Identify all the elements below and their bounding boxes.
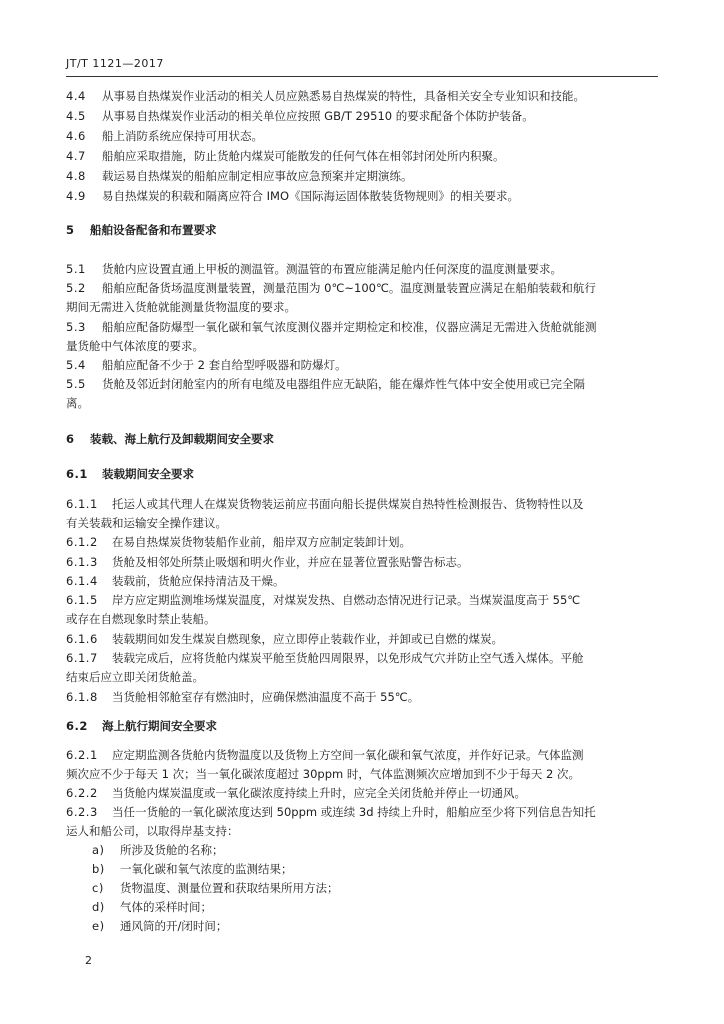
subsection-6-1-heading — [66, 467, 194, 481]
subsection-title: 海上航行期间安全要求 — [102, 719, 217, 733]
list-item-a — [92, 843, 224, 857]
clause-6-1-8 — [66, 690, 419, 704]
clause-4-4 — [66, 89, 585, 103]
clause-text: 当货舱内煤炭温度或一氧化碳浓度持续上升时，应完全关闭货舱并停止一切通风。 — [112, 786, 526, 800]
subsection-6-2-heading — [66, 719, 217, 733]
clause-text: 从事易自热煤炭作业活动的相关单位应按照 GB/T 29510 的要求配备个体防护装备。 — [102, 109, 534, 123]
clause-6-1-7-continuation: 结束后应立即关闭货舱盖。 — [66, 670, 204, 684]
section-title: 装载、海上航行及卸载期间安全要求 — [90, 432, 274, 446]
clause-6-2-1-continuation: 频次应不少于每天 1 次；当一氧化碳浓度超过 30ppm 时，气体监测频次应增加到不少于每天 2 次。 — [66, 767, 580, 781]
document-code: JT/T 1121—2017 — [66, 57, 164, 70]
clause-text: 当任一货舱的一氧化碳浓度达到 50ppm 或连续 3d 持续上升时，船舶应至少将下列信息告知托 — [112, 805, 596, 819]
section-5-heading — [66, 223, 217, 237]
clause-number: 4.7 — [66, 149, 86, 163]
clause-text: 岸方应定期监测堆场煤炭温度，对煤炭发热、自燃动态情况进行记录。当煤炭温度高于 55℃ — [112, 593, 581, 607]
clause-6-2-2 — [66, 786, 526, 800]
subsection-number: 6.1 — [66, 467, 88, 481]
list-label: d) — [92, 900, 105, 914]
clause-6-2-1 — [66, 748, 584, 762]
clause-text: 当货舱相邻舱室存有燃油时，应确保燃油温度不高于 55℃。 — [112, 690, 420, 704]
clause-text: 载运易自热煤炭的船舶应制定相应事故应急预案并定期演练。 — [102, 169, 413, 183]
clause-5-4 — [66, 358, 347, 372]
list-text: 气体的采样时间； — [120, 900, 212, 914]
clause-number: 5.2 — [66, 281, 86, 295]
clause-number: 6.1.5 — [66, 593, 98, 607]
list-label: b) — [92, 862, 105, 876]
clause-number: 5.1 — [66, 262, 86, 276]
clause-text: 船上消防系统应保持可用状态。 — [102, 129, 263, 143]
clause-5-2 — [66, 281, 596, 295]
list-label: a) — [92, 843, 105, 857]
clause-number: 6.1.6 — [66, 632, 98, 646]
clause-4-7 — [66, 149, 505, 163]
clause-text: 托运人或其代理人在煤炭货物装运前应书面向船长提供煤炭自热特性检测报告、货物特性以及 — [112, 497, 584, 511]
clause-5-3-continuation: 量货舱中气体浓度的要求。 — [66, 339, 204, 353]
clause-text: 在易自热煤炭货物装船作业前，船岸双方应制定装卸计划。 — [112, 535, 411, 549]
clause-6-1-5 — [66, 593, 580, 607]
list-label: c) — [92, 881, 104, 895]
clause-number: 6.2.2 — [66, 786, 98, 800]
clause-6-1-5-continuation: 或存在自燃现象时禁止装船。 — [66, 612, 216, 626]
list-text: 货物温度、测量位置和获取结果所用方法； — [120, 881, 339, 895]
clause-number: 5.4 — [66, 358, 86, 372]
section-number: 5 — [66, 223, 75, 237]
section-number: 6 — [66, 432, 75, 446]
clause-number: 5.5 — [66, 377, 86, 391]
clause-number: 6.1.2 — [66, 535, 98, 549]
clause-text: 装载期间如发生煤炭自燃现象，应立即停止装载作业，并卸或已自燃的煤炭。 — [112, 632, 503, 646]
clause-6-1-7 — [66, 651, 584, 665]
clause-number: 6.2.3 — [66, 805, 98, 819]
clause-5-2-continuation: 期间无需进入货舱就能测量货物温度的要求。 — [66, 300, 296, 314]
list-text: 所涉及货舱的名称； — [120, 843, 224, 857]
clause-number: 6.1.1 — [66, 497, 98, 511]
clause-text: 应定期监测各货舱内货物温度以及货物上方空间一氧化碳和氧气浓度，并作好记录。气体监测 — [112, 748, 584, 762]
clause-number: 6.1.7 — [66, 651, 98, 665]
list-text: 一氧化碳和氧气浓度的监测结果； — [120, 862, 293, 876]
clause-6-2-3-continuation: 运人和船公司，以取得岸基支持： — [66, 824, 239, 838]
clause-6-1-4 — [66, 574, 285, 588]
clause-4-6 — [66, 129, 263, 143]
clause-number: 4.4 — [66, 89, 86, 103]
clause-5-5 — [66, 377, 585, 391]
clause-6-1-2 — [66, 535, 411, 549]
clause-number: 6.1.4 — [66, 574, 98, 588]
clause-number: 6.2.1 — [66, 748, 98, 762]
list-text: 通风筒的开/闭时间； — [120, 919, 228, 933]
clause-5-1 — [66, 262, 562, 276]
header-rule — [66, 76, 658, 77]
clause-number: 4.5 — [66, 109, 86, 123]
clause-text: 货舱及邻近封闭舱室内的所有电缆及电器组件应无缺陷，能在爆炸性气体中安全使用或已完全隔 — [102, 377, 585, 391]
clause-4-8 — [66, 169, 413, 183]
section-title: 船舶设备配备和布置要求 — [90, 223, 217, 237]
clause-text: 装载前，货舱应保持清洁及干燥。 — [112, 574, 285, 588]
clause-number: 4.6 — [66, 129, 86, 143]
subsection-number: 6.2 — [66, 719, 88, 733]
clause-number: 6.1.8 — [66, 690, 98, 704]
clause-4-9 — [66, 189, 519, 203]
list-item-b — [92, 862, 293, 876]
list-label: e) — [92, 919, 105, 933]
page-number: 2 — [85, 954, 92, 967]
clause-text: 货舱内应设置直通上甲板的测温管。测温管的布置应能满足舱内任何深度的温度测量要求。 — [102, 262, 562, 276]
clause-text: 船舶应配备防爆型一氧化碳和氧气浓度测仪器并定期检定和校准，仪器应满足无需进入货舱就能测 — [102, 320, 597, 334]
clause-text: 货舱及相邻处所禁止吸烟和明火作业，并应在显著位置张贴警告标志。 — [112, 555, 469, 569]
list-item-e — [92, 919, 227, 933]
clause-text: 易自热煤炭的积载和隔离应符合 IMO《国际海运固体散装货物规则》的相关要求。 — [102, 189, 520, 203]
clause-text: 装载完成后，应将货舱内煤炭平舱至货舱四周限界，以免形成气穴并防止空气透入煤体。平舱 — [112, 651, 584, 665]
list-item-c — [92, 881, 339, 895]
clause-number: 4.9 — [66, 189, 86, 203]
clause-text: 船舶应采取措施，防止货舱内煤炭可能散发的任何气体在相邻封闭处所内积聚。 — [102, 149, 505, 163]
subsection-title: 装载期间安全要求 — [102, 467, 194, 481]
clause-text: 船舶应配备货场温度测量装置，测量范围为 0℃~100℃。温度测量装置应满足在船舶装载和航行 — [102, 281, 596, 295]
clause-number: 5.3 — [66, 320, 86, 334]
clause-6-2-3 — [66, 805, 596, 819]
clause-text: 从事易自热煤炭作业活动的相关人员应熟悉易自热煤炭的特性，具备相关安全专业知识和技能。 — [102, 89, 585, 103]
clause-6-1-1-continuation: 有关装载和运输安全操作建议。 — [66, 516, 227, 530]
clause-number: 6.1.3 — [66, 555, 98, 569]
clause-text: 船舶应配备不少于 2 套自给型呼吸器和防爆灯。 — [102, 358, 347, 372]
list-item-d — [92, 900, 212, 914]
clause-number: 4.8 — [66, 169, 86, 183]
clause-6-1-1 — [66, 497, 584, 511]
clause-4-5 — [66, 109, 534, 123]
clause-6-1-3 — [66, 555, 469, 569]
clause-5-3 — [66, 320, 597, 334]
clause-5-5-continuation: 离。 — [66, 396, 89, 410]
section-6-heading — [66, 432, 274, 446]
clause-6-1-6 — [66, 632, 503, 646]
